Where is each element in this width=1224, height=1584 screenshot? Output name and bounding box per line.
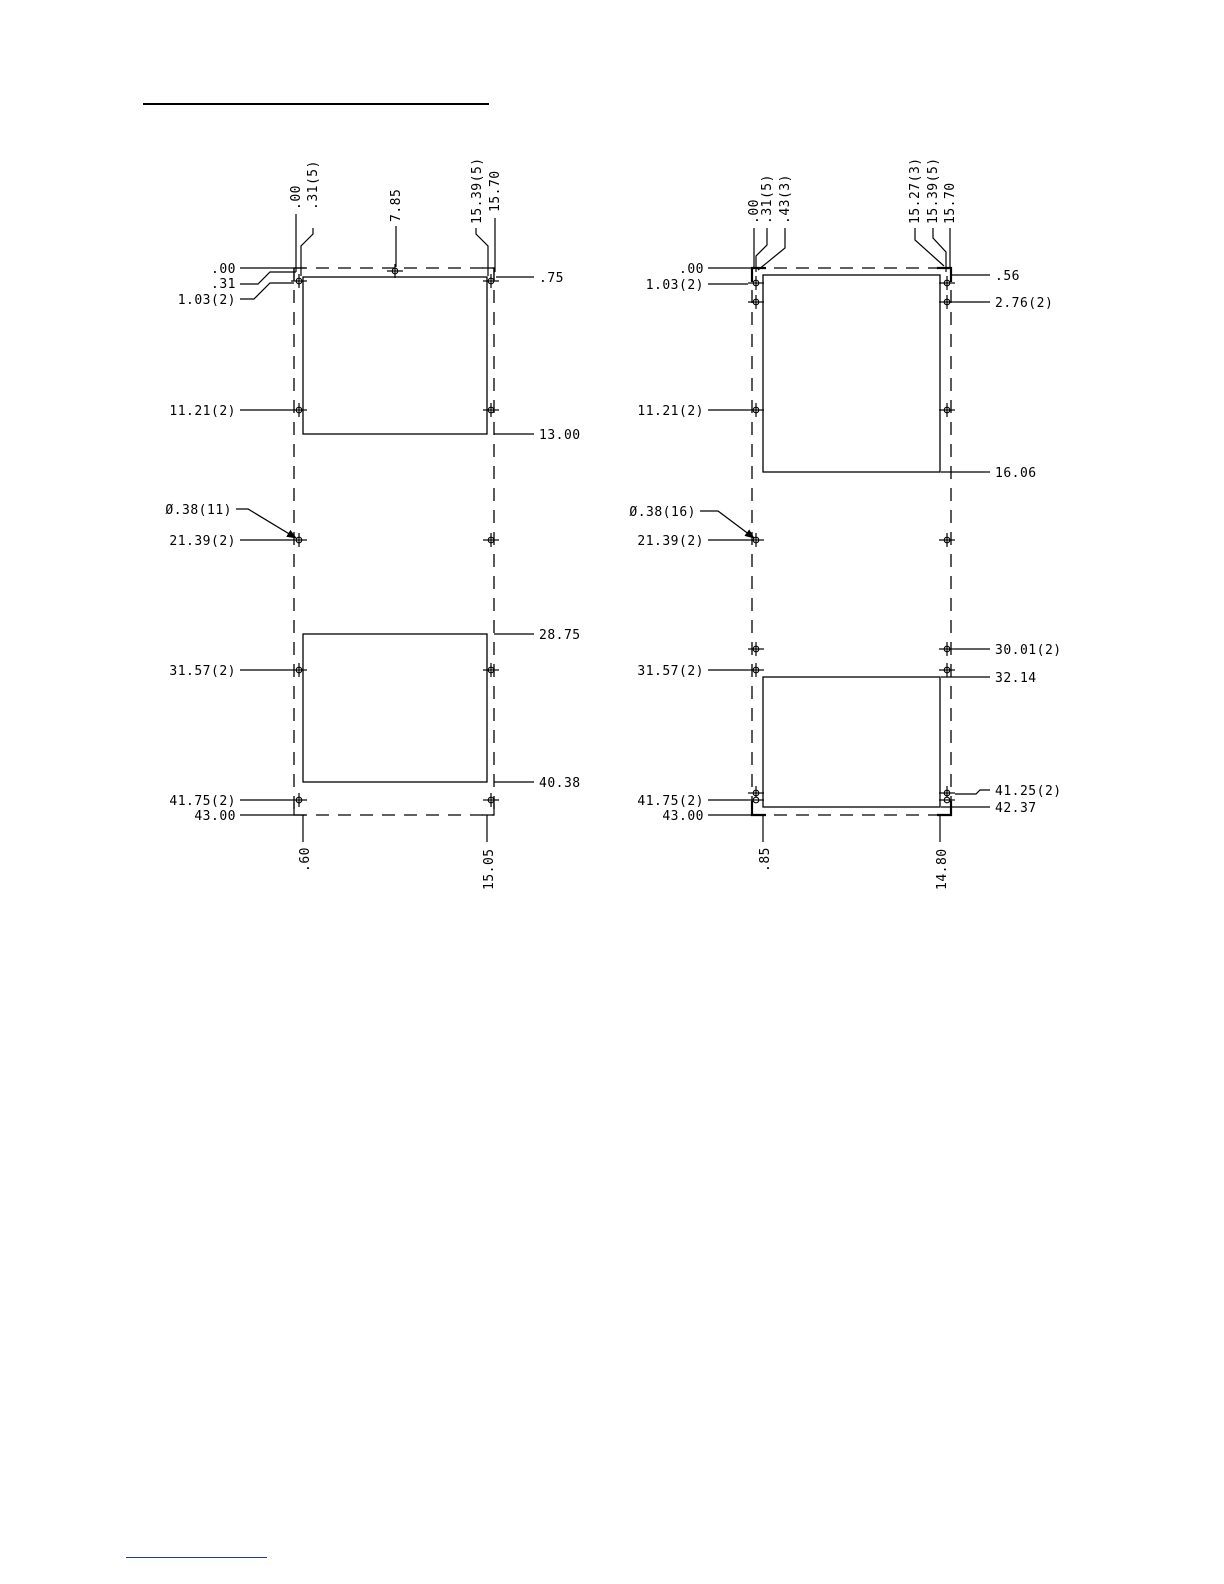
- dim-label: 11.21(2): [169, 404, 236, 419]
- dim-label: .00: [747, 199, 762, 224]
- hole-icon: [939, 295, 955, 309]
- hole-icon: [748, 403, 764, 417]
- dim-label: 40.38: [539, 776, 581, 791]
- dim-label: .00: [289, 185, 304, 210]
- hole-icon: [483, 793, 499, 807]
- hole-callout: Ø.38(11): [165, 503, 232, 518]
- dim-label: .85: [758, 847, 773, 872]
- left-mounting-holes: [291, 264, 499, 807]
- right-lower-cutout: [763, 677, 940, 807]
- right-drawing: [629, 157, 1061, 890]
- dim-label: 15.27(3): [908, 157, 923, 224]
- dim-label: 16.06: [995, 466, 1037, 481]
- dim-label: .31(5): [306, 160, 321, 210]
- right-top-leaders: [754, 228, 950, 272]
- dim-label: 1.03(2): [645, 278, 704, 293]
- left-upper-cutout: [303, 277, 487, 434]
- dim-label: 2.76(2): [995, 296, 1054, 311]
- footer-link-underline: [126, 1557, 267, 1558]
- hole-icon: [483, 533, 499, 547]
- dim-label: .00: [679, 262, 704, 277]
- right-upper-cutout: [763, 275, 940, 472]
- hole-icon: [939, 663, 955, 677]
- hole-icon: [483, 403, 499, 417]
- right-mounting-holes: [748, 276, 955, 803]
- hole-icon: [483, 663, 499, 677]
- hole-icon: [387, 264, 403, 278]
- dim-label: 13.00: [539, 428, 581, 443]
- left-top-dims: [289, 157, 503, 224]
- right-bottom-dims: [758, 847, 950, 890]
- dim-label: 41.75(2): [637, 794, 704, 809]
- dim-label: 28.75: [539, 628, 581, 643]
- dim-label: 43.00: [662, 809, 704, 824]
- dim-label: .75: [539, 271, 564, 286]
- left-side-leaders: [236, 268, 296, 815]
- dim-label: .00: [211, 262, 236, 277]
- left-right-leaders: [494, 277, 534, 782]
- left-drawing: [165, 157, 580, 890]
- dim-label: 15.05: [482, 848, 497, 890]
- left-bottom-dims: [298, 847, 497, 890]
- dim-label: 15.39(5): [470, 157, 485, 224]
- left-lower-cutout: [303, 634, 487, 782]
- right-side-left-leaders: [700, 268, 754, 815]
- right-side-left-dims: [629, 262, 704, 824]
- dim-label: 14.80: [935, 848, 950, 890]
- dim-label: .43(3): [778, 174, 793, 224]
- right-top-dims: [747, 157, 958, 224]
- hole-icon: [939, 797, 955, 803]
- dim-label: 1.03(2): [177, 293, 236, 308]
- dim-label: 32.14: [995, 671, 1037, 686]
- dim-label: 15.70: [943, 182, 958, 224]
- hole-icon: [748, 642, 764, 656]
- dim-label: 30.01(2): [995, 643, 1062, 658]
- dim-label: 41.25(2): [995, 784, 1062, 799]
- dim-label: 11.21(2): [637, 404, 704, 419]
- hole-icon: [939, 403, 955, 417]
- dim-label: 15.39(5): [926, 157, 941, 224]
- right-bottom-leaders: [763, 815, 940, 842]
- left-side-dims: [165, 262, 236, 824]
- dim-label: 41.75(2): [169, 794, 236, 809]
- dim-label: 7.85: [389, 188, 404, 222]
- dim-label: 31.57(2): [637, 664, 704, 679]
- hole-icon: [748, 276, 764, 290]
- dim-label: 21.39(2): [169, 534, 236, 549]
- dim-label: 42.37: [995, 801, 1037, 816]
- hole-icon: [939, 533, 955, 547]
- hole-icon: [748, 295, 764, 309]
- dim-label: .31: [211, 277, 236, 292]
- right-outline: [752, 268, 951, 815]
- hole-icon: [748, 663, 764, 677]
- dim-label: 21.39(2): [637, 534, 704, 549]
- hole-icon: [748, 797, 764, 803]
- dim-label: .31(5): [760, 174, 775, 224]
- left-top-leaders: [296, 214, 495, 276]
- dim-label: 43.00: [194, 809, 236, 824]
- left-right-dims: [539, 271, 581, 791]
- hole-icon: [939, 642, 955, 656]
- dim-label: 15.70: [488, 170, 503, 212]
- dim-label: .60: [298, 847, 313, 872]
- dim-label: 31.57(2): [169, 664, 236, 679]
- hole-icon: [939, 276, 955, 290]
- hole-icon: [483, 274, 499, 288]
- hole-callout: Ø.38(16): [629, 505, 696, 520]
- left-outline: [294, 268, 494, 815]
- left-bottom-leaders: [303, 815, 487, 842]
- dim-label: .56: [995, 269, 1020, 284]
- right-side-right-dims: [995, 269, 1062, 816]
